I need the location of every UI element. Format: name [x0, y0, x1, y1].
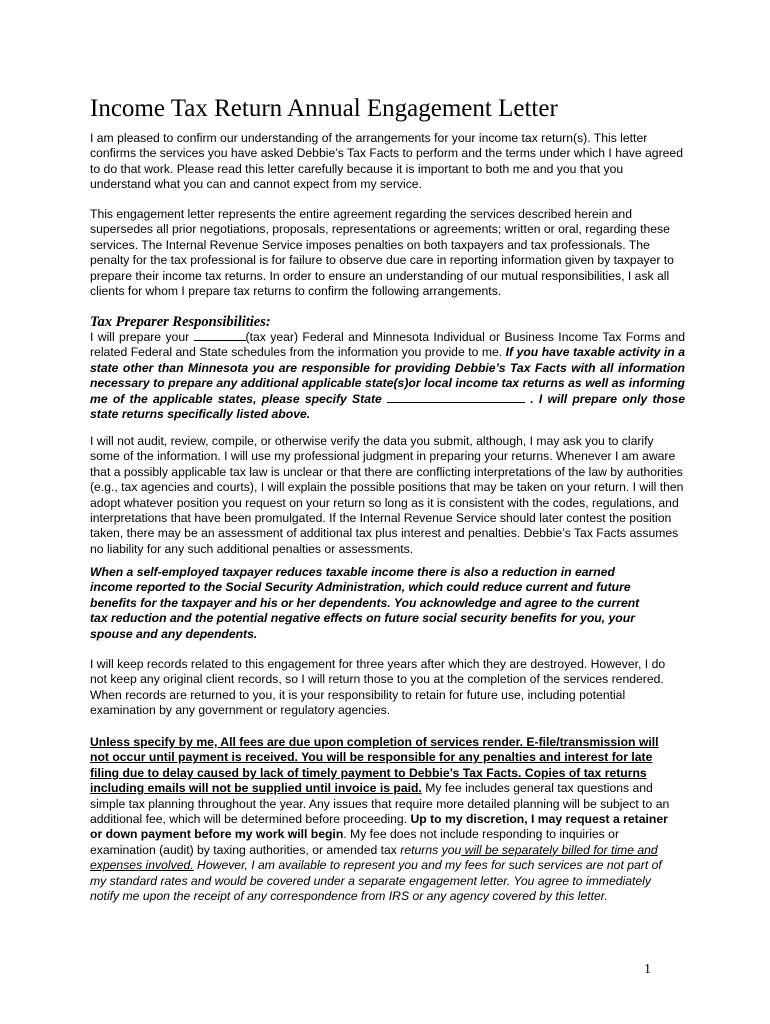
retainer-text: Up to my discretion, I may request a retainer or down payment before my work will begin: [90, 812, 668, 842]
billed-separately-text: will be separately billed for time and expenses involved.: [90, 842, 658, 873]
fees-exclusions-text: . My fee does not include responding to inquiries or examination (audit) by taxing authorities, or amended tax: [90, 827, 620, 857]
intro-paragraph: I am pleased to confirm our understanding of the arrangements for your income tax return(s). This letter confirms the services you have asked Debbie’s Tax Facts to perform and the terms under which I have agreed to do that work. Please read this letter carefully because it is important to both me and you that you understand what you can and cannot expect from my service.: [90, 131, 683, 192]
representation-text: However, I am available to represent you and my fees for such services are not part of my standard rates and would be covered under a separate engagement letter. You agree to immediately notify me upon the receipt of any correspondence from IRS or any agency covered by this letter.: [90, 858, 662, 904]
document-title: Income Tax Return Annual Engagement Letter: [90, 95, 558, 122]
state-blank[interactable]: [387, 392, 525, 403]
records-paragraph: I will keep records related to this engagement for three years after which they are destroyed. However, I do not keep any original client records, so I will return those to you at the completion of the services rendered. When records are returned to you, it is your responsibility to retain for future use, including potential examination by any government or regulatory agencies.: [90, 657, 666, 718]
self-employed-paragraph: When a self-employed taxpayer reduces taxable income there is also a reduction in earned income reported to the Social Security Administration, which could reduce current and future benefits for the taxpayer and his or her dependents. You acknowledge and agree to the current tax reduction and the potential negative effects on future social security benefits for you, your spouse and any dependents.: [90, 565, 640, 641]
fees-terms-text: Unless specify by me, All fees are due upon completion of services render. E-file/transmission will not occur until payment is received. You will be responsible for any penalties and interest for late filing due to delay caused by lack of timely payment to Debbie’s Tax Facts. Copies of tax returns including emails will not be supplied until invoice is paid.: [90, 735, 659, 796]
tax-year-blank[interactable]: [194, 330, 246, 341]
state-activity-text-end: . I will prepare only those state returns specifically listed above.: [90, 391, 686, 422]
agreement-paragraph: This engagement letter represents the entire agreement regarding the services described herein and supersedes all prior negotiations, proposals, representations or agreements; written or oral, regarding these services. The Internal Revenue Service imposes penalties on both taxpayers and tax professionals. The penalty for the tax professional is for failure to observe due care in reporting information given by taxpayer to prepare their income tax returns. In order to ensure an understanding of our mutual responsibilities, I ask all clients for whom I prepare tax returns to confirm the following arrangements.: [90, 207, 674, 299]
state-activity-text: If you have taxable activity in a state other than Minnesota you are responsible for providing Debbie’s Tax Facts with all information necessary to prepare any additional applicable state(s)or local income tax returns as well as informing me of the applicable states, please specify State: [90, 345, 685, 406]
amended-returns-text: returns you: [400, 842, 462, 857]
prepare-paragraph: [90, 330, 685, 422]
fees-paragraph: [90, 735, 678, 904]
page-number: 1: [644, 962, 651, 977]
responsibilities-heading: Tax Preparer Responsibilities:: [90, 314, 271, 330]
audit-paragraph: I will not audit, review, compile, or otherwise verify the data you submit, although, I may ask you to clarify some of the information. I will use my professional judgment in preparing your returns. Whenever I am aware that a possibly applicable tax law is unclear or that there are conflicting interpretations of the law by authorities (e.g., tax agencies and courts), I will explain the possible positions that may be taken on your return. I will then adopt whatever position you request on your return so long as it is consistent with the codes, regulations, and interpretations that have been promulgated. If the Internal Revenue Service should later contest the position taken, there may be an assessment of additional tax plus interest and penalties. Debbie’s Tax Facts assumes no liability for any such additional penalties or assessments.: [90, 434, 684, 556]
prepare-text-a: I will prepare your: [90, 330, 190, 344]
fees-general-text: My fee includes general tax questions and simple tax planning throughout the year. Any issues that require more detailed planning will be subject to an additional fee, which will be determined before proceeding.: [90, 781, 670, 827]
prepare-text-b: (tax year) Federal and Minnesota Individual or Business Income Tax Forms and related Federal and State schedules from the information you provide to me.: [90, 330, 686, 360]
